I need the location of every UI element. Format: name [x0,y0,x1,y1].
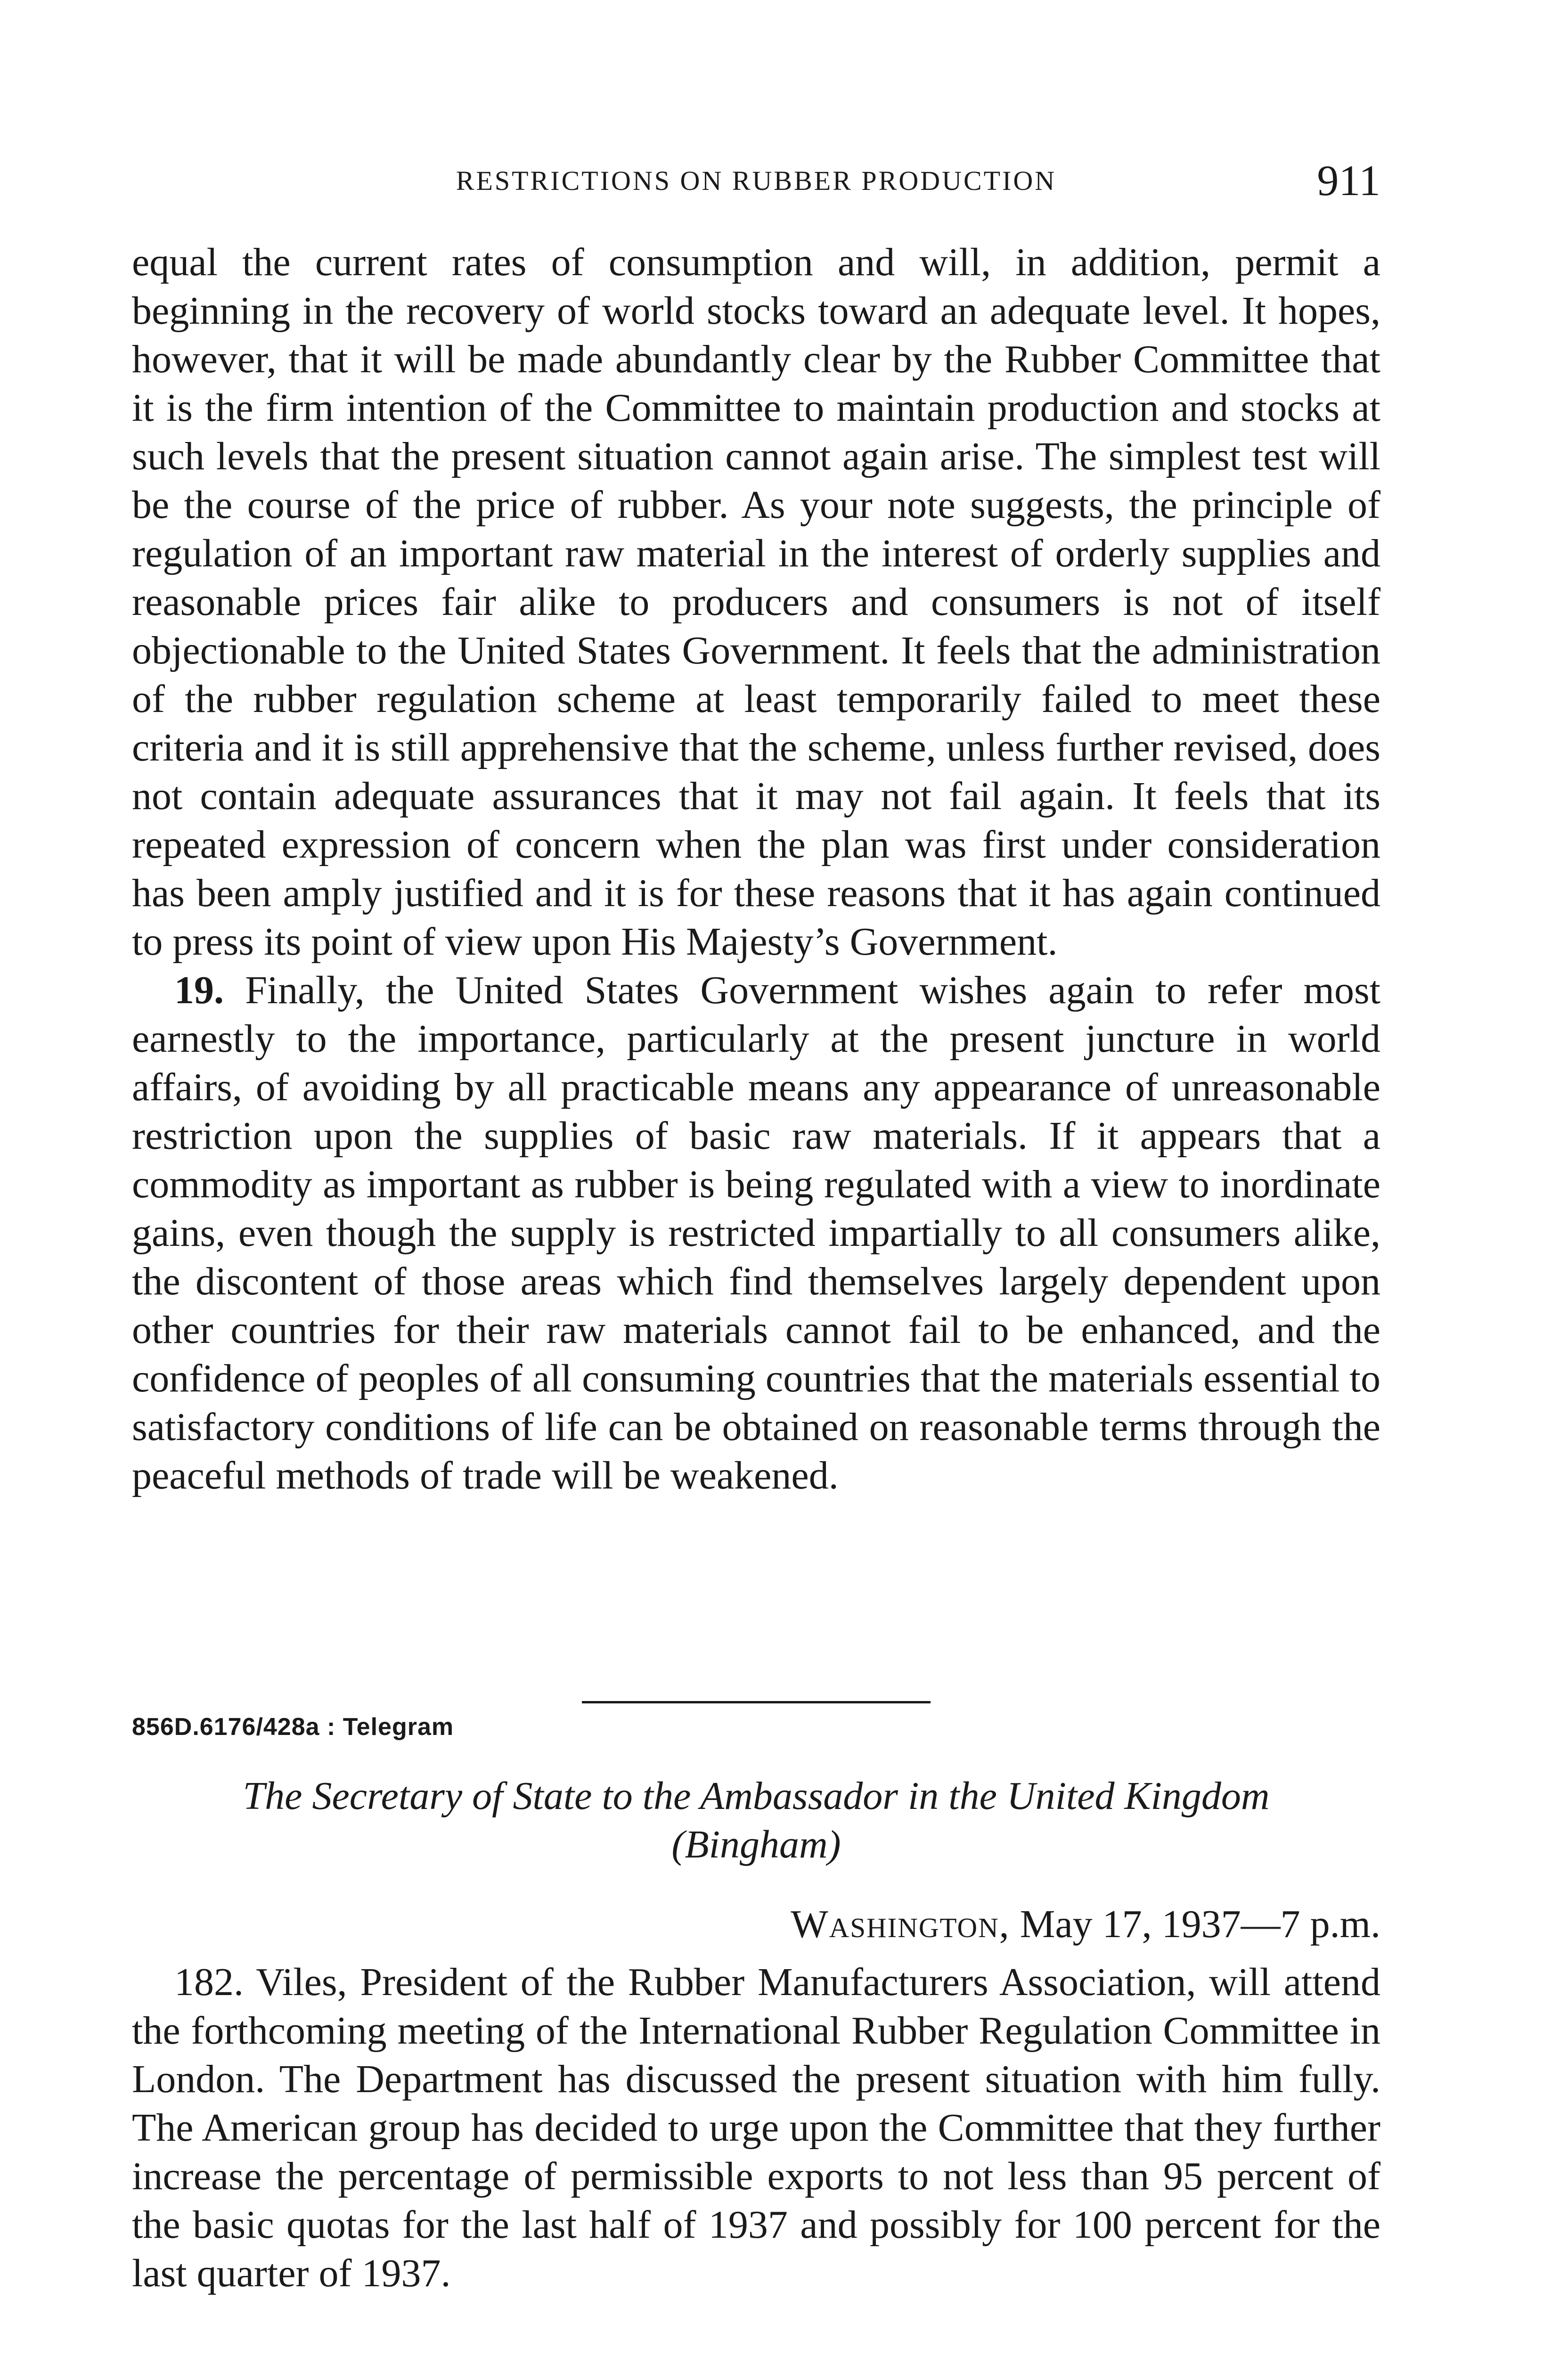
paragraph-182 [132,1958,1380,2298]
paragraph-19-number: 19. [174,968,224,1012]
file-reference: 856D.6176/428a : Telegram [132,1713,454,1741]
section-divider [582,1701,931,1703]
paragraph-182-number: 182. [174,1960,244,2004]
paragraph-19 [132,966,1380,1500]
dateline-place: Washington, [791,1902,1010,1946]
running-title: RESTRICTIONS ON RUBBER PRODUCTION [456,165,1057,196]
heading-line-1: The Secretary of State to the Ambassador in the United Kingdom [243,1774,1270,1818]
telegram-body [132,1958,1380,2298]
main-text-block [132,238,1380,1500]
document-heading [132,1772,1380,1869]
page-number: 911 [1317,156,1380,205]
dateline [791,1901,1380,1947]
paragraph-19-text: Finally, the United States Government wishes again to refer most earnestly to the importance, particularly at the present juncture in world affairs, of avoiding by all practicable means any appearance of unreasonable restriction upon the supplies of basic raw materials. If it appears that a commodity as important as rubber is being regulated with a view to inordinate gains, even though the supply is restricted impartially to all consumers alike, the discontent of those areas which find themselves largely dependent upon other countries for their raw materials cannot fail to be enhanced, and the confidence of peoples of all consuming countries that the materials essential to satisfactory conditions of life can be obtained on reasonable terms through the peaceful methods of trade will be weakened. [132,968,1380,1497]
continuation-paragraph: equal the current rates of consumption and will, in addition, permit a beginning in the recovery of world stocks toward an adequate level. It hopes, however, that it will be made abundantly clear by the Rubber Committee that it is the firm intention of the Committee to maintain production and stocks at such levels that the present situation cannot again arise. The simplest test will be the course of the price of rubber. As your note suggests, the principle of regulation of an important raw material in the interest of orderly supplies and reasonable prices fair alike to producers and consumers is not of itself objectionable to the United States Government. It feels that the administration of the rubber regulation scheme at least temporarily failed to meet these criteria and it is still apprehensive that the scheme, unless further revised, does not contain adequate assurances that it may not fail again. It feels that its repeated expression of concern when the plan was first under consideration has been amply justified and it is for these reasons that it has again continued to press its point of view upon His Majesty’s Government. [132,240,1380,964]
paragraph-182-text: Viles, President of the Rubber Manufacturers Association, will attend the forthcoming meeting of the International Rubber Regulation Committee in London. The Department has discussed the present situation with him fully. The American group has decided to urge upon the Committee that they further increase the percentage of permissible exports to not less than 95 percent of the basic quotas for the last half of 1937 and possibly for 100 percent for the last quarter of 1937. [132,1960,1381,2295]
heading-line-2: (Bingham) [671,1823,841,1866]
running-head [132,155,1380,207]
dateline-date: May 17, 1937—7 p.m. [1020,1902,1380,1946]
